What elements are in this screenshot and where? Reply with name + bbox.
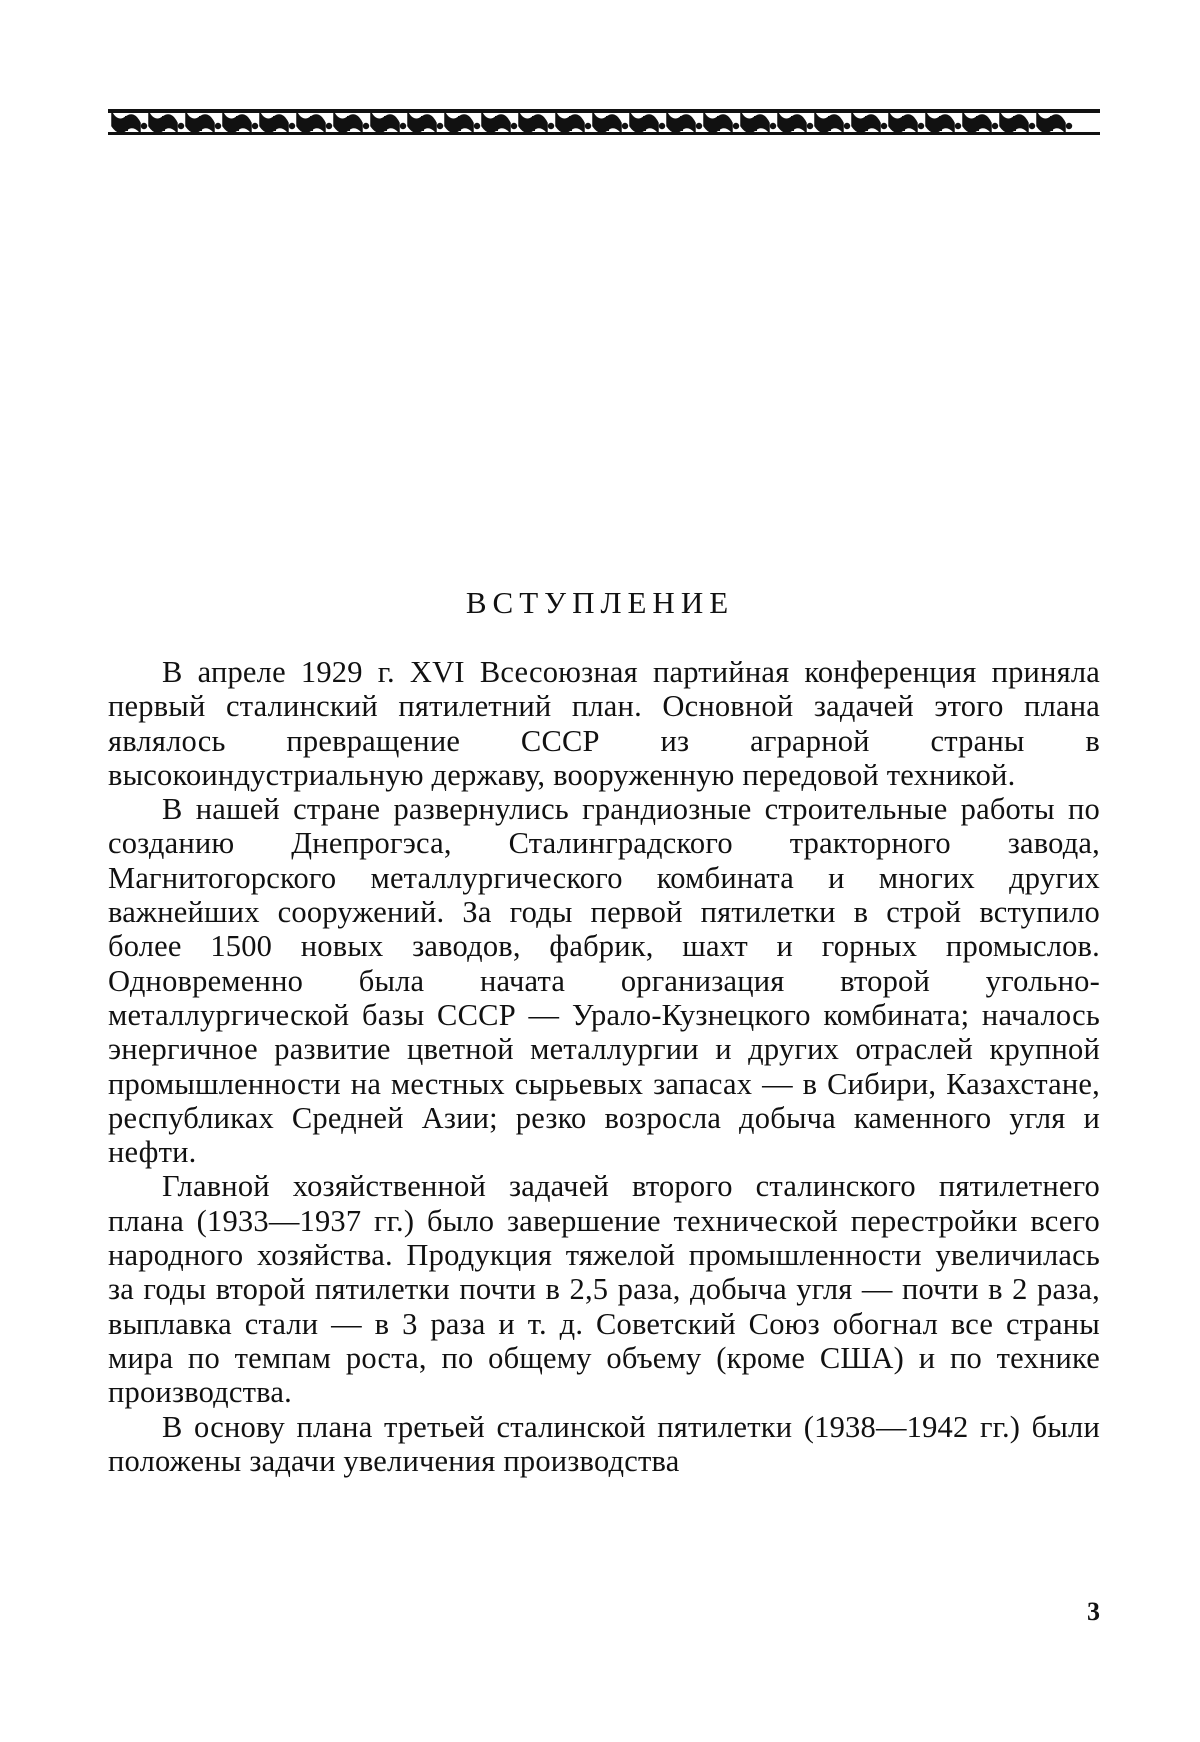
page-number: 3 [1087, 1597, 1100, 1627]
paragraph-1: В апреле 1929 г. XVI Всесоюзная партийная конференция приняла первый сталинский пятилетний план. Основной задачей этого плана являлось превращение СССР из аграрной страны в высокоиндустриальную державу, вооруженную передовой техникой. [108, 655, 1100, 792]
page-title: ВСТУПЛЕНИЕ [0, 583, 1200, 623]
paragraph-2: В нашей стране развернулись грандиозные строительные работы по созданию Днепрогэса, Сталинградского тракторного завода, Магнитогорского металлургического комбината и многих других важнейших сооружений. За годы первой пятилетки в строй вступило более 1500 новых заводов, фабрик, шахт и горных промыслов. Одновременно была начата организация второй угольно-металлургической базы СССР — Урало-Кузнецкого комбината; началось энергичное развитие цветной металлургии и других отраслей крупной промышленности на местных сырьевых запасах — в Сибири, Казахстане, республиках Средней Азии; резко возросла добыча каменного угля и нефти. [108, 792, 1100, 1169]
decorative-border-ornament-icon [108, 106, 1100, 140]
body-text [108, 655, 1100, 1478]
paragraph-3: Главной хозяйственной задачей второго сталинского пятилетнего плана (1933—1937 гг.) было завершение технической перестройки всего народного хозяйства. Продукция тяжелой промышленности увеличилась за годы второй пятилетки почти в 2,5 раза, добыча угля — почти в 2 раза, выплавка стали — в 3 раза и т. д. Советский Союз обогнал все страны мира по темпам роста, по общему объему (кроме США) и по технике производства. [108, 1169, 1100, 1409]
paragraph-4: В основу плана третьей сталинской пятилетки (1938—1942 гг.) были положены задачи увеличения производства [108, 1410, 1100, 1479]
